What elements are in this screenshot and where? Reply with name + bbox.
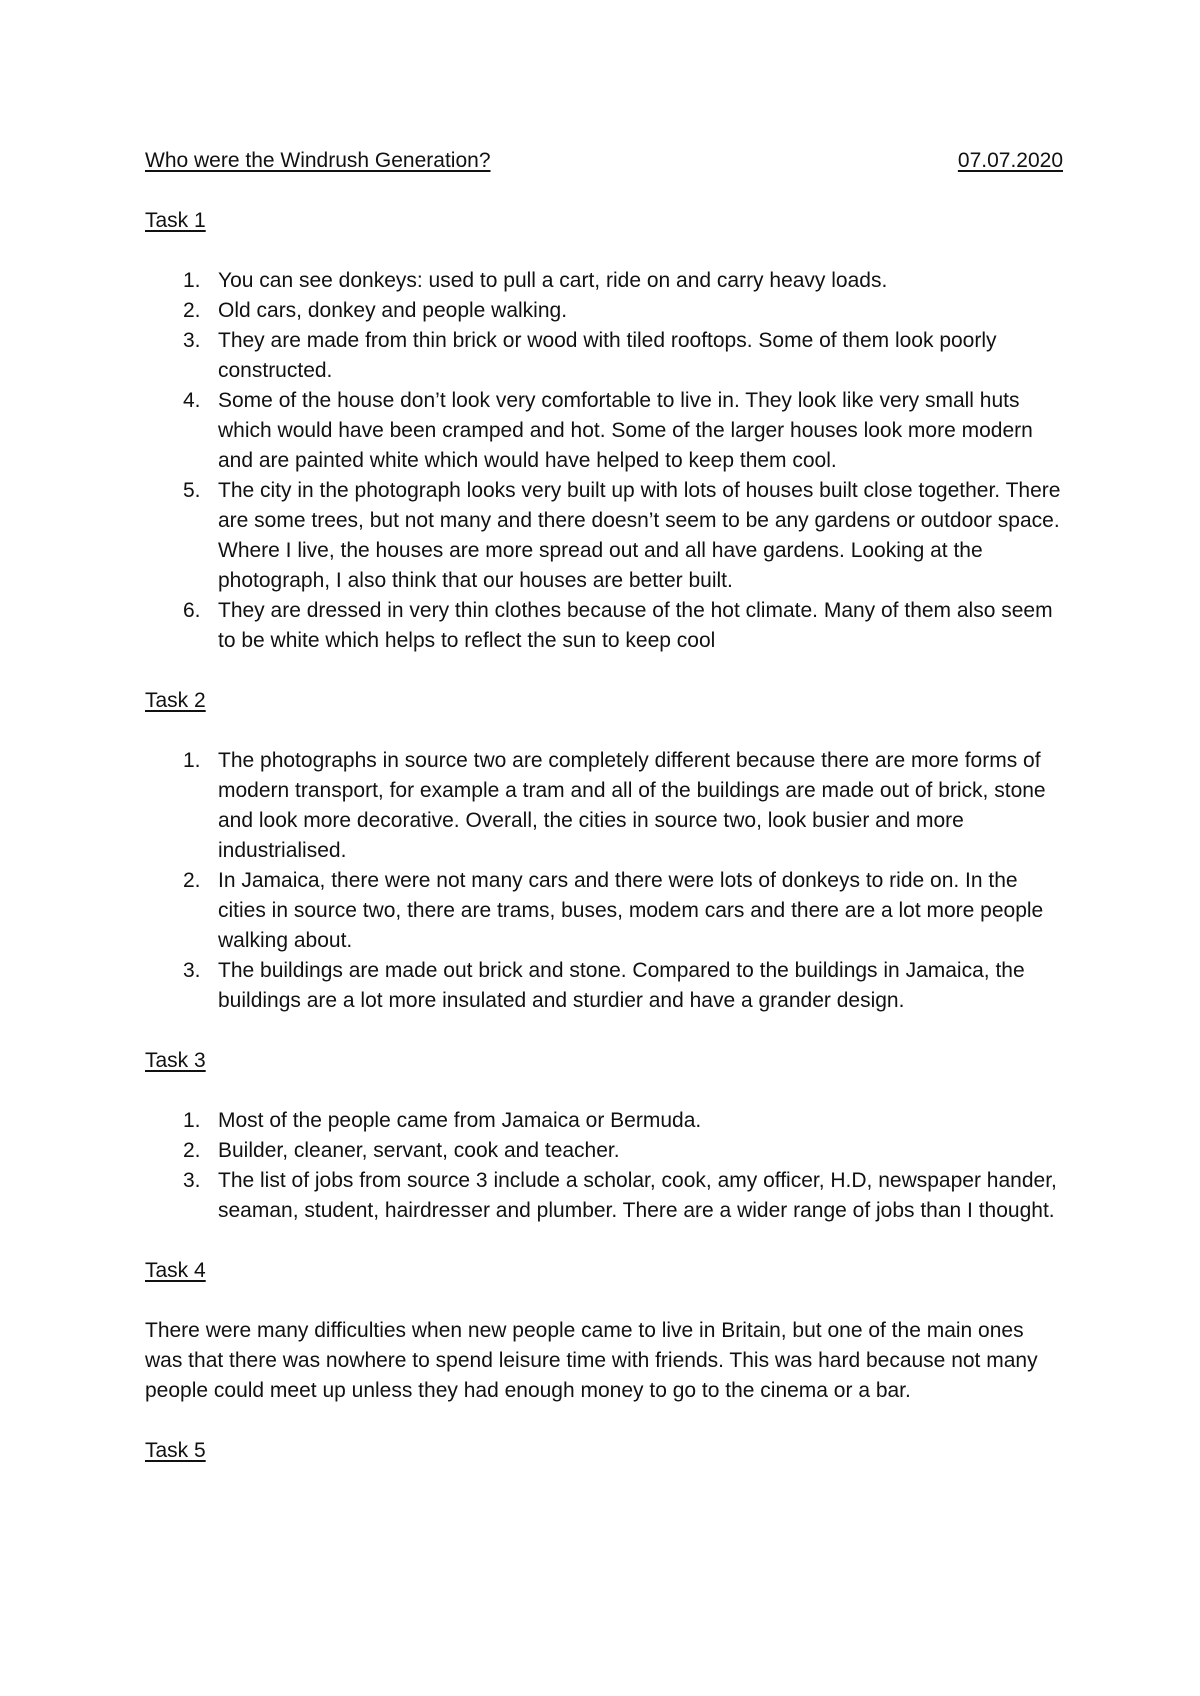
list-item: 3. They are made from thin brick or wood with tiled rooftops. Some of them look poorly constructed. bbox=[183, 329, 997, 382]
task-3-heading: Task 3 bbox=[145, 1049, 206, 1072]
list-item: 3. The buildings are made out brick and stone. Compared to the buildings in Jamaica, the buildings are a lot more insulated and sturdier and have a grander design. bbox=[183, 959, 1025, 1012]
list-item: 4. Some of the house don’t look very comfortable to live in. They look like very small huts which would have been cramped and hot. Some of the larger houses look more modern and are painted white which would have helped to keep them cool. bbox=[183, 389, 1033, 472]
task-2-heading: Task 2 bbox=[145, 689, 206, 712]
list-item: 5. The city in the photograph looks very built up with lots of houses built close together. There are some trees, but not many and there doesn’t seem to be any gardens or outdoor space. Where I live, the houses are more spread out and all have gardens. Looking at the photograph, I also think that our houses are better built. bbox=[183, 479, 1061, 592]
list-item: 3. The list of jobs from source 3 include a scholar, cook, amy officer, H.D, newspaper hander, seaman, student, hairdresser and plumber. There are a wider range of jobs than I thought. bbox=[183, 1169, 1057, 1222]
list-item: 2. Builder, cleaner, servant, cook and teacher. bbox=[183, 1139, 620, 1162]
list-item: 2. Old cars, donkey and people walking. bbox=[183, 299, 568, 322]
task-4-paragraph: There were many difficulties when new people came to live in Britain, but one of the main ones was that there was nowhere to spend leisure time with friends. This was hard because not many people could meet up unless they had enough money to go to the cinema or a bar. bbox=[145, 1319, 1038, 1402]
list-item: 1. Most of the people came from Jamaica or Bermuda. bbox=[183, 1109, 702, 1132]
list-item: 2. In Jamaica, there were not many cars and there were lots of donkeys to ride on. In the cities in source two, there are trams, buses, modem cars and there are a lot more people walking about. bbox=[183, 869, 1044, 952]
list-item: 6. They are dressed in very thin clothes because of the hot climate. Many of them also seem to be white which helps to reflect the sun to keep cool bbox=[183, 599, 1053, 652]
document-header bbox=[145, 146, 1063, 176]
task-1-heading: Task 1 bbox=[145, 209, 206, 232]
list-item: 1. You can see donkeys: used to pull a cart, ride on and carry heavy loads. bbox=[183, 269, 888, 292]
list-item: 1. The photographs in source two are completely different because there are more forms of modern transport, for example a tram and all of the buildings are made out of brick, stone and look more decorative. Overall, the cities in source two, look busier and more industrialised. bbox=[183, 749, 1046, 862]
task-2-list bbox=[145, 746, 1063, 1016]
task-3-list bbox=[145, 1106, 1063, 1226]
task-1-list bbox=[145, 266, 1063, 656]
document-date: 07.07.2020 bbox=[957, 149, 1063, 172]
task-5-heading: Task 5 bbox=[145, 1439, 206, 1462]
document-page bbox=[145, 146, 1063, 1466]
task-4-heading: Task 4 bbox=[145, 1259, 206, 1282]
document-title: Who were the Windrush Generation? bbox=[145, 149, 491, 172]
